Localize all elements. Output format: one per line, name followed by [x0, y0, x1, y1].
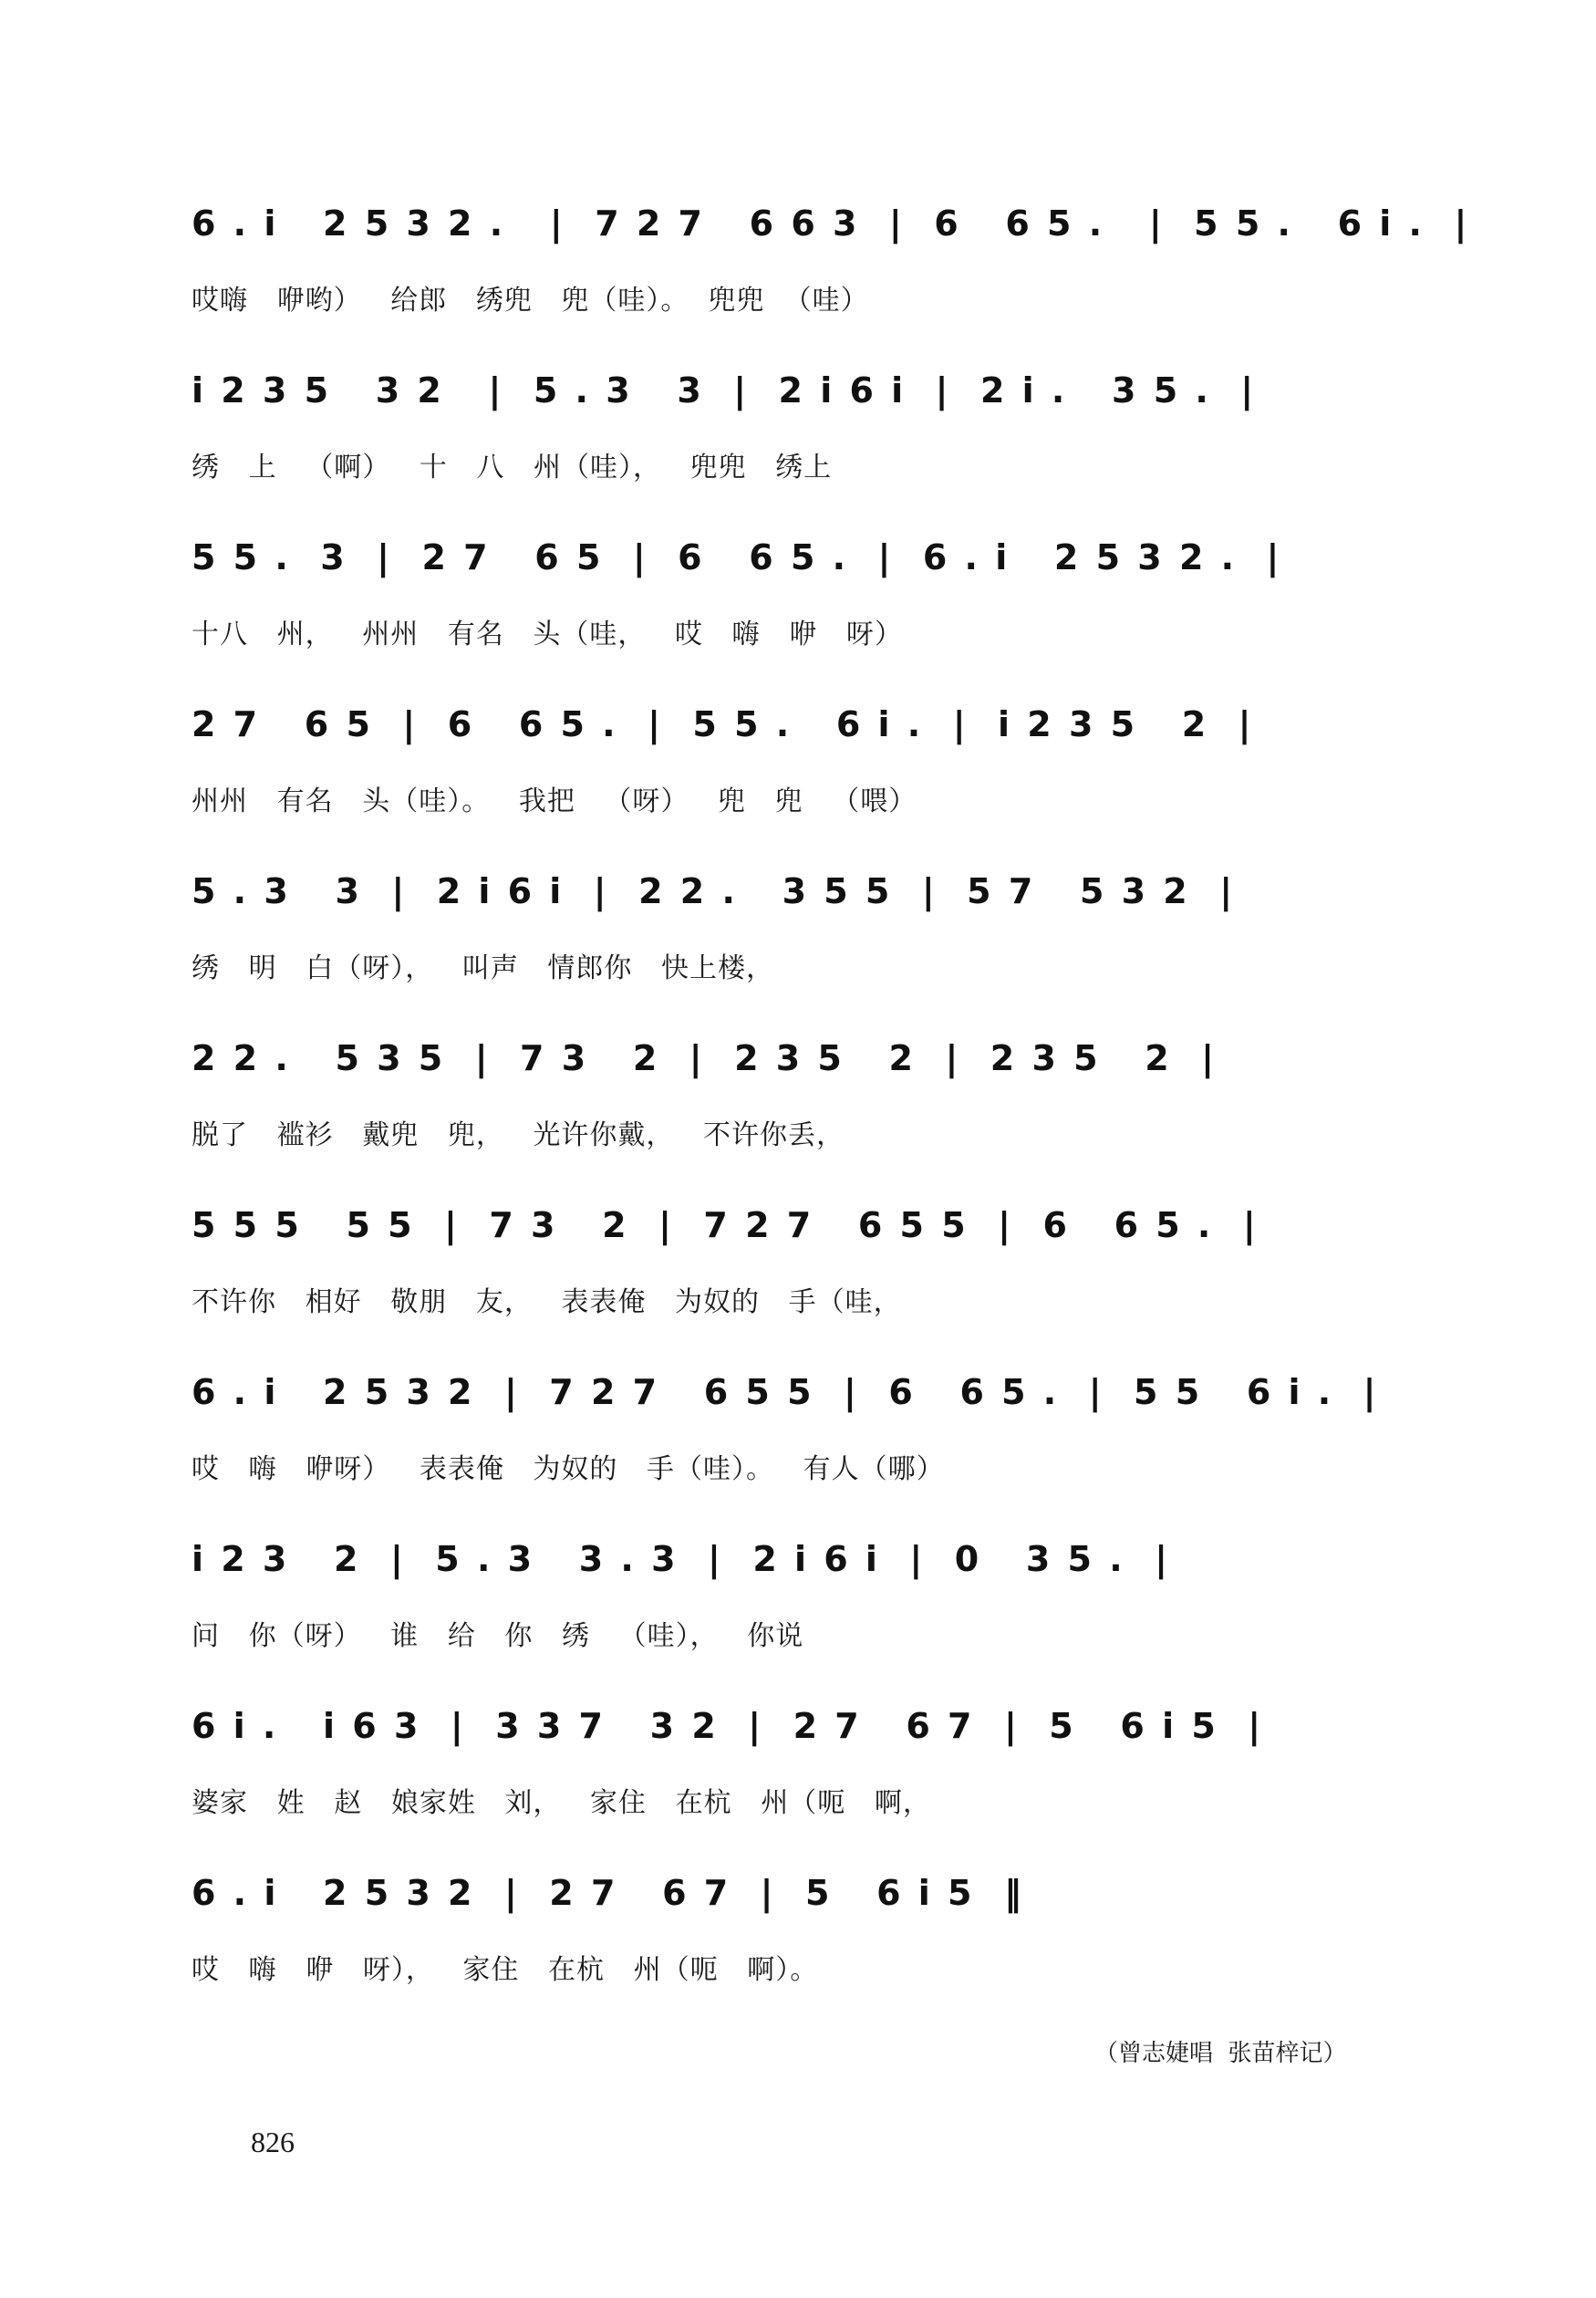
- notation-line: 5 5 5 5 5 | 7 3 2 | 7 2 7 6 5 5 | 6 6 5 . |: [192, 1205, 1259, 1245]
- page-number: 826: [251, 2126, 295, 2158]
- notation-line: 6 i . i 6 3 | 3 3 7 3 2 | 2 7 6 7 | 5 6 i 5 |: [192, 1706, 1264, 1746]
- lyrics-line: 问 你（呀） 谁 给 你 绣 （哇）， 你说: [192, 1620, 804, 1652]
- notation-line: i 2 3 2 | 5 . 3 3 . 3 | 2 i 6 i | 0 3 5 . |: [192, 1539, 1170, 1579]
- notation-line: i 2 3 5 3 2 | 5 . 3 3 | 2 i 6 i | 2 i . 3 5 . |: [192, 370, 1257, 411]
- notation-line: 6 . i 2 5 3 2 . | 7 2 7 6 6 3 | 6 6 5 . | 5 5 . 6 i . |: [192, 203, 1470, 244]
- score-system: [192, 192, 1470, 347]
- performer-credit: （曾志婕唱 张苗梓记）: [1094, 2040, 1347, 2067]
- lyrics-line: 绣 上 （啊） 十 八 州（哇）， 兜兜 绣上: [192, 452, 833, 484]
- score-system: [192, 1193, 1423, 1348]
- score-system: [192, 1026, 1423, 1181]
- lyrics-line: 哎 嗨 咿 呀）， 家住 在杭 州（呃 啊）。: [192, 1954, 819, 1986]
- lyrics-line: 不许你 相好 敬朋 友， 表表俺 为奴的 手（哇，: [192, 1286, 902, 1318]
- lyrics-line: 十八 州， 州州 有名 头（哇， 哎 嗨 咿 呀）: [192, 619, 903, 650]
- score-system: [192, 1694, 1423, 1849]
- lyrics-line: 哎 嗨 咿呀） 表表俺 为奴的 手（哇）。 有人（哪）: [192, 1453, 945, 1485]
- notation-line: 2 2 . 5 3 5 | 7 3 2 | 2 3 5 2 | 2 3 5 2 |: [192, 1038, 1218, 1078]
- lyrics-line: 哎嗨 咿哟） 给郎 绣兜 兜（哇）。 兜兜 （哇）: [192, 285, 869, 317]
- score-system: [192, 359, 1423, 514]
- score-system: [192, 692, 1423, 847]
- score-system: [192, 1861, 1423, 2016]
- notation-line: 2 7 6 5 | 6 6 5 . | 5 5 . 6 i . | i 2 3 5 2 |: [192, 704, 1254, 744]
- notation-line: 5 . 3 3 | 2 i 6 i | 2 2 . 3 5 5 | 5 7 5 3 2 |: [192, 871, 1236, 911]
- notation-line: 5 5 . 3 | 2 7 6 5 | 6 6 5 . | 6 . i 2 5 3 2 . |: [192, 537, 1282, 577]
- notation-line: 6 . i 2 5 3 2 | 2 7 6 7 | 5 6 i 5 ‖: [192, 1873, 1024, 1913]
- score-system: [192, 1527, 1423, 1682]
- lyrics-line: 绣 明 白（呀）， 叫声 情郎你 快上楼，: [192, 952, 775, 984]
- notation-line: 6 . i 2 5 3 2 | 7 2 7 6 5 5 | 6 6 5 . | 5 5 6 i . |: [192, 1372, 1379, 1412]
- lyrics-line: 脱了 褴衫 戴兜 兜， 光许你戴， 不许你丢，: [192, 1119, 845, 1151]
- score-system: [192, 1360, 1423, 1515]
- score-system: [192, 525, 1423, 681]
- lyrics-line: 婆家 姓 赵 娘家姓 刘， 家住 在杭 州（呃 啊，: [192, 1787, 931, 1819]
- lyrics-line: 州州 有名 头（哇）。 我把 （呀） 兜 兜 （喂）: [192, 785, 917, 817]
- score-system: [192, 859, 1423, 1014]
